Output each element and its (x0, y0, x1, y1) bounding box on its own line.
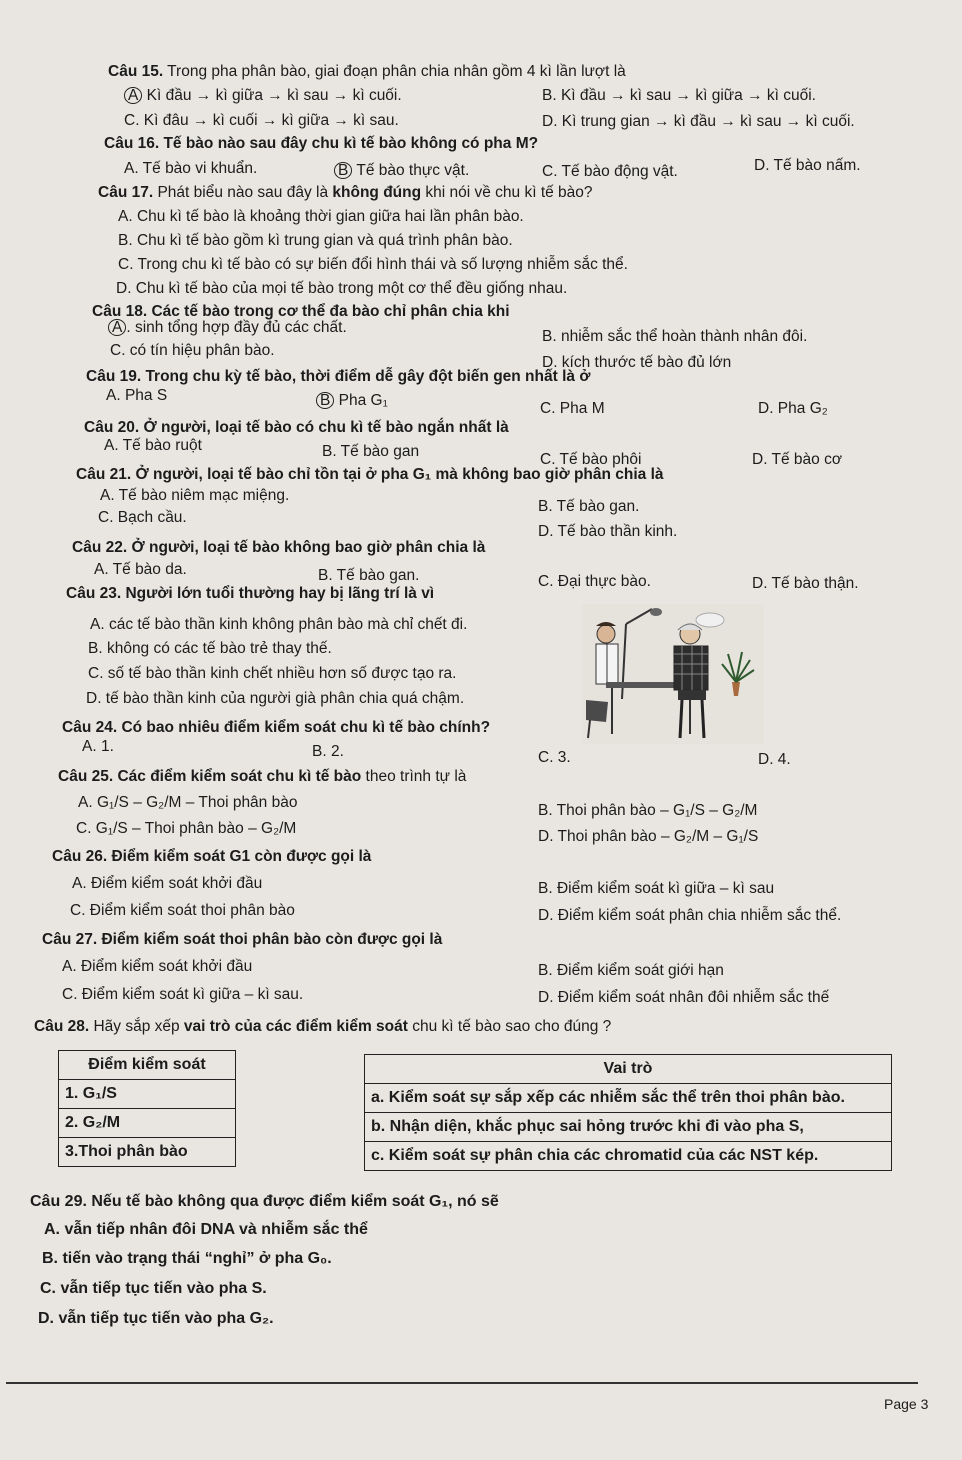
q18-option-b: B. nhiễm sắc thể hoàn thành nhân đôi. (542, 328, 808, 345)
q17-stem: Câu 17. Phát biểu nào sau đây là không đúng khi nói về chu kì tế bào? (98, 184, 593, 201)
q15-option-c: C. Kì đâu → kì cuối → kì giữa → kì sau. (124, 112, 399, 129)
table-row: a. Kiểm soát sự sắp xếp các nhiễm sắc thể trên thoi phân bào. (365, 1084, 892, 1113)
q22-option-a: A. Tế bào da. (94, 561, 187, 578)
page-number: Page 3 (884, 1396, 929, 1412)
q26-option-d: D. Điểm kiểm soát phân chia nhiễm sắc thể. (538, 907, 842, 924)
q21-option-b: B. Tế bào gan. (538, 498, 640, 515)
answer-circle: A (124, 87, 142, 104)
q28-stem: Câu 28. Hãy sắp xếp vai trò của các điểm kiểm soát chu kì tế bào sao cho đúng ? (34, 1018, 612, 1035)
q16-option-c: C. Tế bào động vật. (542, 163, 678, 180)
table-row: c. Kiểm soát sự phân chia các chromatid của các NST kép. (365, 1142, 892, 1171)
q15-option-d: D. Kì trung gian → kì đầu → kì sau → kì cuối. (542, 113, 855, 130)
q18-option-d: D. kích thước tế bào đủ lớn (542, 354, 732, 371)
q19-option-b: B Pha G₁ (316, 391, 388, 411)
q21-stem: Câu 21. Ở người, loại tế bào chỉ tồn tại ở pha G₁ mà không bao giờ phân chia là (76, 466, 664, 483)
q29-stem: Câu 29. Nếu tế bào không qua được điểm kiểm soát G₁, nó sẽ (30, 1193, 499, 1210)
q27-option-b: B. Điểm kiểm soát giới hạn (538, 962, 724, 979)
q20-option-c: C. Tế bào phôi (540, 451, 642, 468)
footer-divider (6, 1382, 918, 1384)
q17-option-a: A. Chu kì tế bào là khoảng thời gian giữa hai lần phân bào. (118, 208, 524, 225)
table-row: 1. G₁/S (59, 1080, 236, 1109)
table-row: 2. G₂/M (59, 1109, 236, 1138)
q24-stem: Câu 24. Có bao nhiêu điểm kiểm soát chu kì tế bào chính? (62, 719, 491, 736)
q25-stem: Câu 25. Các điểm kiểm soát chu kì tế bào theo trình tự là (58, 768, 467, 785)
q18-stem: Câu 18. Các tế bào trong cơ thể đa bào chỉ phân chia khi (92, 303, 510, 320)
q15-stem: Câu 15. Trong pha phân bào, giai đoạn phân chia nhân gồm 4 kì lần lượt là (108, 63, 626, 80)
q22-option-c: C. Đại thực bào. (538, 573, 651, 590)
q17-option-d: D. Chu kì tế bào của mọi tế bào trong một cơ thể đều giống nhau. (116, 280, 568, 297)
q24-option-b: B. 2. (312, 743, 344, 760)
q20-option-a: A. Tế bào ruột (104, 437, 202, 454)
q18-option-c: C. có tín hiệu phân bào. (110, 342, 275, 359)
q24-option-d: D. 4. (758, 751, 791, 768)
q26-option-c: C. Điểm kiểm soát thoi phân bào (70, 902, 295, 919)
q29-option-b: B. tiến vào trạng thái “nghỉ” ở pha G₀. (42, 1250, 332, 1267)
table-row: 3.Thoi phân bào (59, 1138, 236, 1167)
table-row: b. Nhận diện, khắc phục sai hỏng trước khi đi vào pha S, (365, 1113, 892, 1142)
q26-option-a: A. Điểm kiểm soát khởi đầu (72, 875, 263, 892)
q23-option-b: B. không có các tế bào trẻ thay thế. (88, 640, 332, 657)
q27-stem: Câu 27. Điểm kiểm soát thoi phân bào còn được gọi là (42, 931, 443, 948)
q27-option-c: C. Điểm kiểm soát kì giữa – kì sau. (62, 986, 304, 1003)
q21-option-a: A. Tế bào niêm mạc miệng. (100, 487, 290, 504)
q24-option-c: C. 3. (538, 749, 571, 766)
table-header: Vai trò (365, 1055, 892, 1084)
q25-option-c: C. G₁/S – Thoi phân bào – G₂/M (76, 820, 297, 837)
q18-option-a: A . sinh tổng hợp đầy đủ các chất. (108, 318, 347, 338)
q26-stem: Câu 26. Điểm kiểm soát G1 còn được gọi là (52, 848, 372, 865)
q27-option-a: A. Điểm kiểm soát khởi đầu (62, 958, 253, 975)
q22-option-d: D. Tế bào thận. (752, 575, 859, 592)
q27-option-d: D. Điểm kiểm soát nhân đôi nhiễm sắc thế (538, 989, 830, 1006)
q23-stem: Câu 23. Người lớn tuổi thường hay bị lãng trí là vì (66, 585, 435, 602)
checkpoint-table (58, 1050, 236, 1167)
answer-circle: B (334, 162, 352, 179)
q22-stem: Câu 22. Ở người, loại tế bào không bao giờ phân chia là (72, 539, 486, 556)
q17-option-c: C. Trong chu kì tế bào có sự biến đổi hình thái và số lượng nhiễm sắc thể. (118, 256, 628, 273)
q23-option-c: C. số tế bào thần kinh chết nhiều hơn số được tạo ra. (88, 665, 457, 682)
q16-stem: Câu 16. Tế bào nào sau đây chu kì tế bào không có pha M? (104, 135, 539, 152)
q25-option-d: D. Thoi phân bào – G₂/M – G₁/S (538, 828, 759, 845)
old-man-doctor-illustration (582, 604, 764, 744)
q15-option-a: A Kì đầu → kì giữa → kì sau → kì cuối. (124, 86, 402, 106)
answer-circle: B (316, 392, 334, 409)
q16-option-d: D. Tế bào nấm. (754, 157, 861, 174)
q24-option-a: A. 1. (82, 738, 114, 755)
q21-option-d: D. Tế bào thần kinh. (538, 523, 678, 540)
q20-stem: Câu 20. Ở người, loại tế bào có chu kì tế bào ngắn nhất là (84, 419, 509, 436)
q29-option-d: D. vẫn tiếp tục tiến vào pha G₂. (38, 1310, 274, 1327)
answer-circle: A (108, 319, 126, 336)
q21-option-c: C. Bạch cầu. (98, 509, 187, 526)
q20-option-d: D. Tế bào cơ (752, 451, 843, 468)
q25-option-a: A. G₁/S – G₂/M – Thoi phân bào (78, 794, 298, 811)
q16-option-b: B Tế bào thực vật. (334, 161, 469, 181)
table-header: Điểm kiểm soát (59, 1051, 236, 1080)
q22-option-b: B. Tế bào gan. (318, 567, 420, 584)
q25-option-b: B. Thoi phân bào – G₁/S – G₂/M (538, 802, 758, 819)
q16-option-a: A. Tế bào vi khuẩn. (124, 160, 258, 177)
q17-option-b: B. Chu kì tế bào gồm kì trung gian và quá trình phân bào. (118, 232, 513, 249)
q20-option-b: B. Tế bào gan (322, 443, 420, 460)
q26-option-b: B. Điểm kiểm soát kì giữa – kì sau (538, 880, 775, 897)
q29-option-a: A. vẫn tiếp nhân đôi DNA và nhiễm sắc thể (44, 1221, 368, 1238)
role-table (364, 1054, 892, 1171)
q19-stem: Câu 19. Trong chu kỳ tế bào, thời điểm dễ gây đột biến gen nhất là ở (86, 368, 591, 385)
q23-option-a: A. các tế bào thần kinh không phân bào mà chỉ chết đi. (90, 616, 468, 633)
q19-option-c: C. Pha M (540, 400, 605, 417)
q19-option-d: D. Pha G₂ (758, 400, 828, 417)
q19-option-a: A. Pha S (106, 387, 168, 404)
q15-option-b: B. Kì đầu → kì sau → kì giữa → kì cuối. (542, 87, 816, 104)
q29-option-c: C. vẫn tiếp tục tiến vào pha S. (40, 1280, 267, 1297)
q23-option-d: D. tế bào thần kinh của người già phân chia quá chậm. (86, 690, 465, 707)
